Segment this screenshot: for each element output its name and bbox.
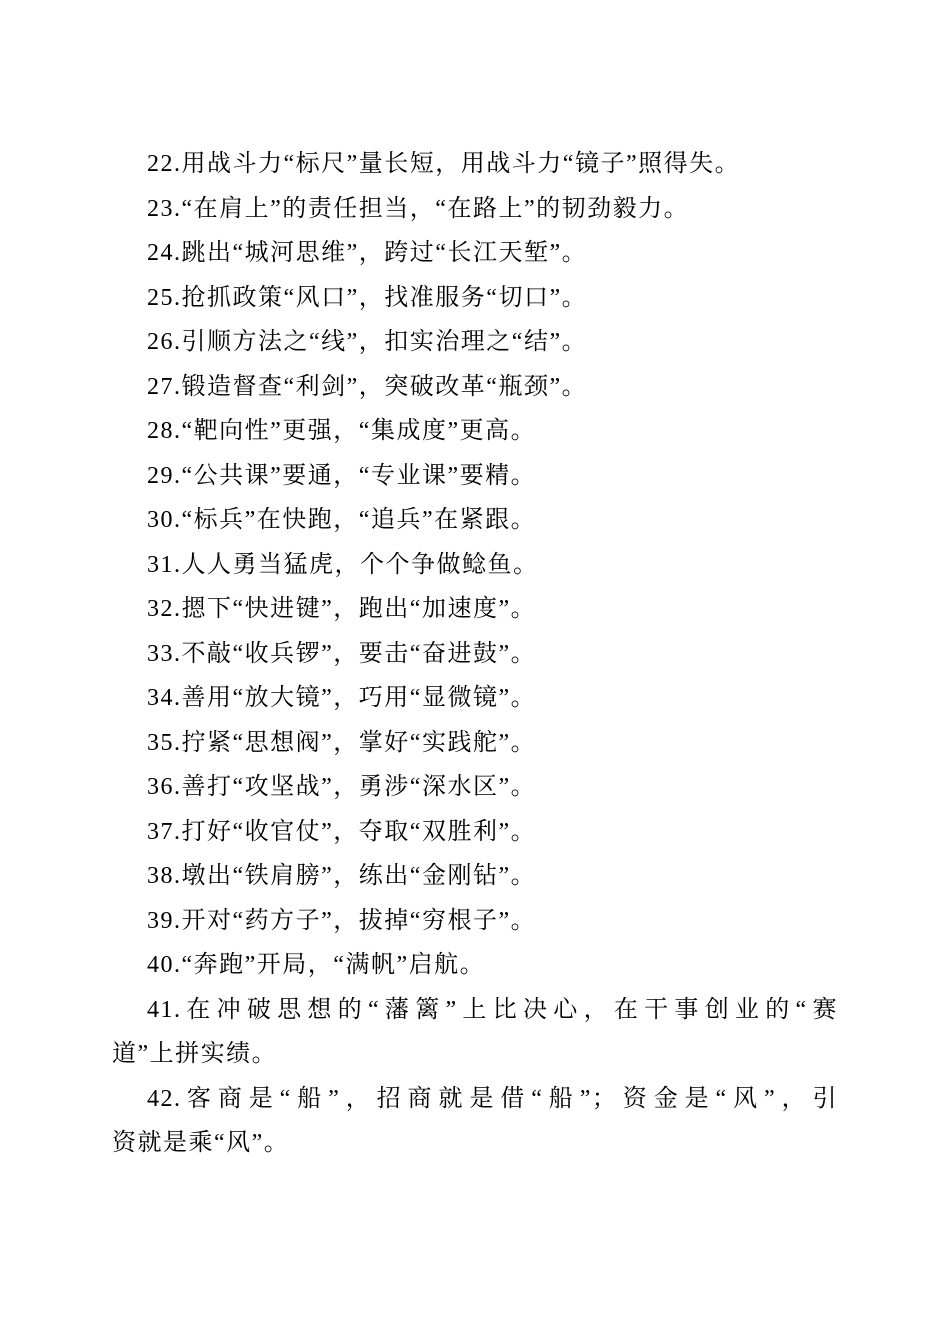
list-item-28: 28.“靶向性”更强，“集成度”更高。: [147, 418, 537, 444]
list-item-39: 39.开对“药方子”，拔掉“穷根子”。: [147, 907, 537, 934]
list-item-40: 40.“奔跑”开局，“满帆”启航。: [147, 952, 486, 978]
list-item-33: 33.不敲“收兵锣”，要击“奋进鼓”。: [147, 640, 537, 667]
list-item-35: 35.拧紧“思想阀”，掌好“实践舵”。: [147, 729, 537, 756]
list-item-30: 30.“标兵”在快跑，“追兵”在紧跟。: [147, 507, 537, 533]
list-item-42-line-1: 42.客商是“船”，招商就是借“船”；资金是“风”，引: [147, 1085, 838, 1112]
list-item-36: 36.善打“攻坚战”，勇涉“深水区”。: [147, 774, 537, 800]
list-item-38: 38.墩出“铁肩膀”，练出“金刚钻”。: [147, 863, 537, 889]
list-item-24: 24.跳出“城河思维”，跨过“长江天堑”。: [147, 240, 588, 266]
list-item-42-line-2: 资就是乘“风”。: [112, 1130, 290, 1156]
list-item-37: 37.打好“收官仗”，夺取“双胜利”。: [147, 818, 537, 845]
list-item-29: 29.“公共课”要通，“专业课”要精。: [147, 462, 537, 489]
list-item-25: 25.抢抓政策“风口”，找准服务“切口”。: [147, 284, 588, 311]
list-item-31: 31.人人勇当猛虎，个个争做鲶鱼。: [147, 551, 539, 578]
list-item-26: 26.引顺方法之“线”，扣实治理之“结”。: [147, 329, 588, 355]
list-item-22: 22.用战斗力“标尺”量长短，用战斗力“镜子”照得失。: [147, 151, 741, 177]
list-item-41-line-1: 41.在冲破思想的“藩篱”上比决心，在干事创业的“赛: [147, 996, 838, 1023]
list-item-32: 32.摁下“快进键”，跑出“加速度”。: [147, 596, 537, 622]
list-item-27: 27.锻造督查“利剑”，突破改革“瓶颈”。: [147, 373, 588, 400]
document-body: [112, 142, 838, 1166]
list-item-34: 34.善用“放大镜”，巧用“显微镜”。: [147, 685, 537, 711]
list-item-41-line-2: 道”上拼实绩。: [112, 1041, 278, 1067]
list-item-23: 23.“在肩上”的责任担当，“在路上”的韧劲毅力。: [147, 195, 690, 222]
